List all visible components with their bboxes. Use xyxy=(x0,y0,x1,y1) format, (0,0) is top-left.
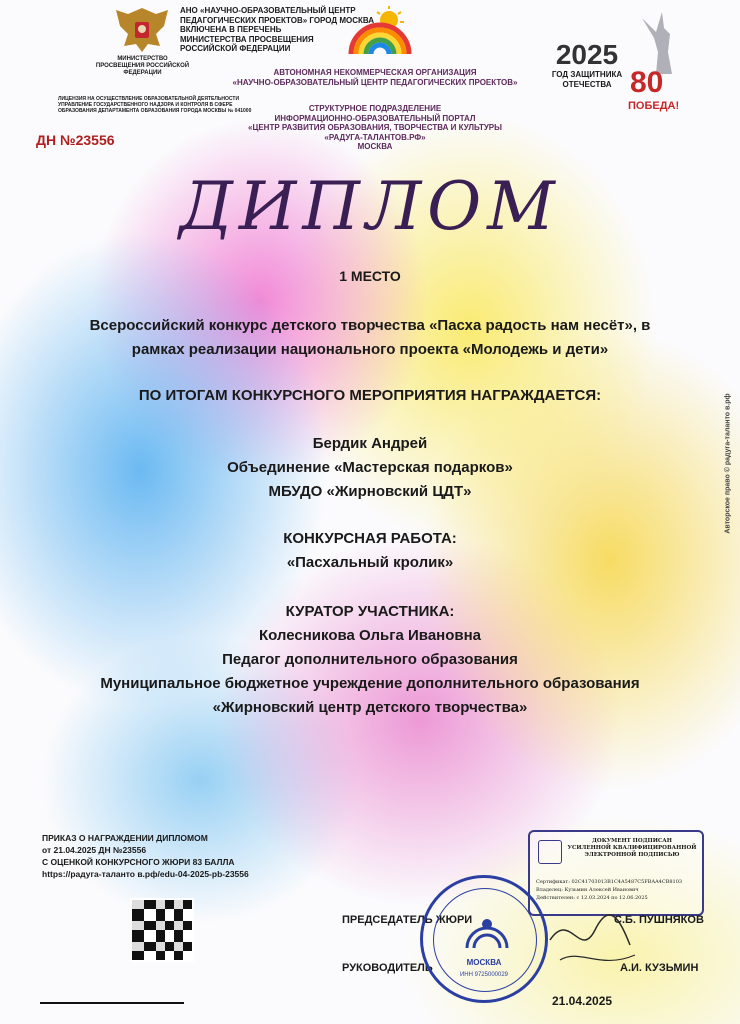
work-heading: КОНКУРСНАЯ РАБОТА: xyxy=(283,530,457,547)
ecp-title xyxy=(564,838,700,859)
ano-line: РОССИЙСКОЙ ФЕДЕРАЦИИ xyxy=(180,44,291,53)
order-line: от 21.04.2025 ДН №23556 xyxy=(42,845,147,855)
curator-line: Муниципальное бюджетное учреждение дополнительного образования xyxy=(100,675,640,692)
diploma-number: ДН №23556 xyxy=(36,132,115,148)
year-badge xyxy=(548,40,626,90)
division-line: ИНФОРМАЦИОННО-ОБРАЗОВАТЕЛЬНЫЙ ПОРТАЛ xyxy=(274,113,476,123)
order-link[interactable]: https://радуга-таланто в.рф/edu-04-2025-pb-23556 xyxy=(42,869,249,879)
ecp-title-line: УСИЛЕННОЙ КВАЛИФИЦИРОВАННОЙ xyxy=(567,845,697,851)
copyright-vertical xyxy=(718,380,738,560)
participant-line: Объединение «Мастерская подарков» xyxy=(227,459,513,476)
participant-line: МБУДО «Жирновский ЦДТ» xyxy=(268,483,472,500)
ecp-title-line: ДОКУМЕНТ ПОДПИСАН xyxy=(592,838,672,844)
org-block xyxy=(220,68,530,87)
ecp-owner: Владелец: Кузьмин Алексей Иванович xyxy=(536,887,639,893)
emblem-small-icon xyxy=(538,840,562,864)
curator-heading: КУРАТОР УЧАСТНИКА: xyxy=(285,603,455,620)
division-block xyxy=(220,104,530,152)
order-line: ПРИКАЗ О НАГРАЖДЕНИИ ДИПЛОМОМ xyxy=(42,833,208,843)
signature-role-head: РУКОВОДИТЕЛЬ xyxy=(342,962,433,974)
qr-code-icon[interactable] xyxy=(130,898,194,962)
curator-block xyxy=(40,600,700,720)
russia-emblem-icon xyxy=(112,4,172,56)
contest-name xyxy=(40,314,700,362)
signature-name-head: А.И. КУЗЬМИН xyxy=(620,962,699,974)
signature-name-chair: С.Б. ПУШНЯКОВ xyxy=(614,914,704,926)
awarded-heading: ПО ИТОГАМ КОНКУРСНОГО МЕРОПРИЯТИЯ НАГРАЖДАЕТСЯ: xyxy=(138,387,602,404)
division-line: «РАДУГА-ТАЛАНТОВ.РФ» xyxy=(324,132,426,142)
victory-word: ПОБЕДА! xyxy=(628,100,680,112)
curator-line: Педагог дополнительного образования xyxy=(222,651,518,668)
org-line: «НАУЧНО-ОБРАЗОВАТЕЛЬНЫЙ ЦЕНТР ПЕДАГОГИЧЕСКИХ ПРОЕКТОВ» xyxy=(232,77,518,87)
organization-stamp xyxy=(420,875,548,1003)
work-title: «Пасхальный кролик» xyxy=(286,554,454,571)
year-caption-line: ОТЕЧЕСТВА xyxy=(562,80,612,89)
issue-date: 21.04.2025 xyxy=(552,994,613,1008)
participant-line: Бердик Андрей xyxy=(312,435,428,452)
work-block xyxy=(40,527,700,575)
rainbow-sun-logo-icon xyxy=(345,4,415,60)
contest-line: рамках реализации национального проекта «Молодежь и дети» xyxy=(131,341,609,358)
victory-number: 80 xyxy=(630,66,664,99)
curator-line: «Жирновский центр детского творчества» xyxy=(212,699,528,716)
ecp-title-line: ЭЛЕКТРОННОЙ ПОДПИСЬЮ xyxy=(584,852,680,858)
curator-line: Колесникова Ольга Ивановна xyxy=(258,627,482,644)
ecp-details xyxy=(536,878,702,902)
division-line: «ЦЕНТР РАЗВИТИЯ ОБРАЗОВАНИЯ, ТВОРЧЕСТВА И КУЛЬТУРЫ xyxy=(248,123,502,132)
order-block xyxy=(42,832,249,880)
ano-line: ВКЛЮЧЕНА В ПЕРЕЧЕНЬ xyxy=(180,25,282,34)
license-line: ЛИЦЕНЗИЯ НА ОСУЩЕСТВЛЕНИЕ ОБРАЗОВАТЕЛЬНОЙ ДЕЯТЕЛЬНОСТИ xyxy=(58,96,240,102)
ecp-valid: Действителен: с 12.03.2024 по 12.06.2025 xyxy=(536,895,648,901)
signature-role-chair: ПРЕДСЕДАТЕЛЬ ЖЮРИ xyxy=(342,914,473,926)
bottom-rule xyxy=(40,1002,184,1004)
participant xyxy=(40,432,700,504)
ano-line: МИНИСТЕРСТВА ПРОСВЕЩЕНИЯ xyxy=(180,34,314,44)
place: 1 МЕСТО xyxy=(339,268,401,284)
ano-line: ПЕДАГОГИЧЕСКИХ ПРОЕКТОВ» ГОРОД МОСКВА xyxy=(180,15,375,25)
division-line: СТРУКТУРНОЕ ПОДРАЗДЕЛЕНИЕ xyxy=(308,104,442,113)
stamp-sun-icon xyxy=(463,914,511,950)
ecp-cert: Сертификат: 02C41703013B1C4A5487C5FBAA4CB8103 xyxy=(536,879,683,885)
stamp-city: МОСКВА xyxy=(466,958,502,967)
copyright-text: Авторское право © радуга-таланто в.рф xyxy=(724,393,732,534)
year-caption-line: ГОД ЗАЩИТНИКА xyxy=(551,70,623,79)
ministry-caption: МИНИСТЕРСТВО ПРОСВЕЩЕНИЯ РОССИЙСКОЙ ФЕДЕРАЦИИ xyxy=(95,56,190,76)
org-line: АВТОНОМНАЯ НЕКОММЕРЧЕСКАЯ ОРГАНИЗАЦИЯ xyxy=(273,68,477,77)
license-line: УПРАВЛЕНИЕ ГОСУДАРСТВЕННОГО НАДЗОРА И КОНТРОЛЯ В СФЕРЕ xyxy=(58,102,233,108)
stamp-inn: ИНН 9725000029 xyxy=(459,972,508,978)
year-number: 2025 xyxy=(555,39,619,70)
order-line: С ОЦЕНКОЙ КОНКУРСНОГО ЖЮРИ 83 БАЛЛА xyxy=(42,857,235,867)
division-line: МОСКВА xyxy=(357,142,393,151)
license-line: ОБРАЗОВАНИЯ ДЕПАРТАМЕНТА ОБРАЗОВАНИЯ ГОРОДА МОСКВЫ № 041000 xyxy=(58,108,252,114)
contest-line: Всероссийский конкурс детского творчества «Пасха радость нам несёт», в xyxy=(89,317,651,334)
diploma-title: ДИПЛОМ xyxy=(179,168,561,245)
ano-line: АНО «НАУЧНО-ОБРАЗОВАТЕЛЬНЫЙ ЦЕНТР xyxy=(180,6,356,15)
victory-80-logo xyxy=(628,8,690,120)
handwritten-signature-icon xyxy=(540,900,650,970)
